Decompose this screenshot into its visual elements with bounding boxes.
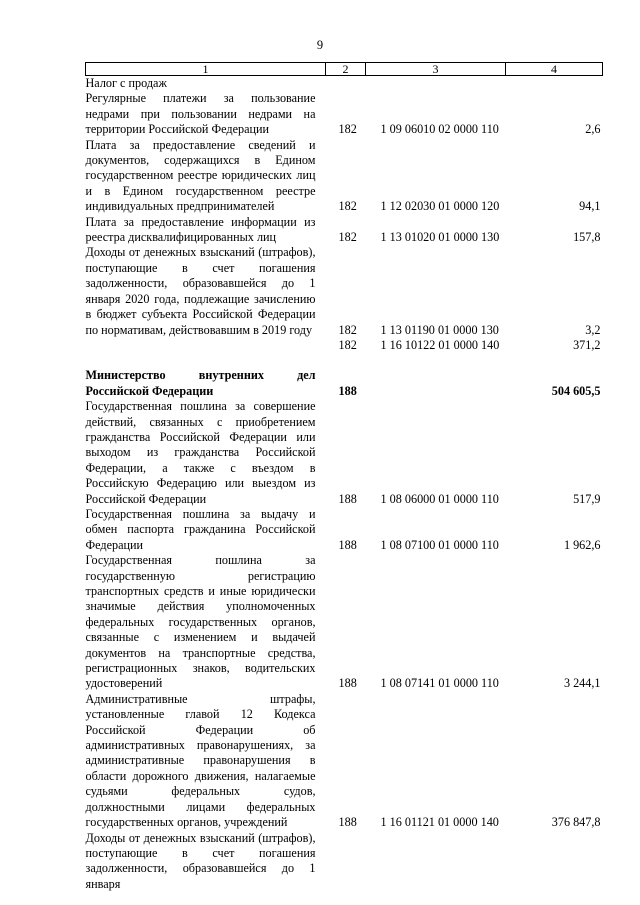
row-amount: 371,2 xyxy=(573,337,601,352)
row-admin-code: 188 xyxy=(338,815,357,830)
row-admin-code: 188 xyxy=(338,383,357,398)
row-name: Государственная пошлина за выдачу и обмен паспорта гражданина Российской Федерации xyxy=(85,506,316,552)
row-admin-code xyxy=(326,831,366,893)
row-admin-code: 188 xyxy=(338,676,357,691)
row-budget-code: 1 08 07100 01 0000 110 xyxy=(380,537,499,552)
row-name: Плата за предоставление сведений и документов, содержащихся в Едином государственном реестре юридических лиц и в Едином государственном реестре индивидуальных предпринимателей xyxy=(85,137,316,214)
row-name: Административные штрафы, установленные главой 12 Кодекса Российской Федерации об административных правонарушениях, за административные правонарушения в области дорожного движения, налагаемые судьями федеральных судов, должностными лицами федеральных государственных органов, учреждений xyxy=(85,691,316,830)
row-amount: 1 962,6 xyxy=(563,537,601,552)
table-row xyxy=(86,399,603,507)
row-budget-code: 1 16 10122 01 0000 140 xyxy=(380,337,500,352)
row-amount: 517,9 xyxy=(573,491,601,506)
row-name: Государственная пошлина за совершение действий, связанных с приобретением гражданства Российской Федерации или выходом из гражданства Российской Федерации, а также с въездом в Российскую Федерацию или выездом из Российской Федерации xyxy=(85,399,316,506)
table-row xyxy=(86,138,603,215)
table-body xyxy=(86,76,603,893)
table-row xyxy=(86,831,603,893)
row-admin-code: 182 xyxy=(338,199,357,214)
column-header-amount: 4 xyxy=(506,63,603,76)
column-header-admin: 2 xyxy=(326,63,366,76)
row-name: Регулярные платежи за пользование недрами при пользовании недрами на территории Российской Федерации xyxy=(85,91,316,137)
row-budget-code xyxy=(366,368,506,399)
table-row xyxy=(86,245,603,337)
table-row xyxy=(86,553,603,692)
row-name xyxy=(86,338,326,353)
row-budget-code xyxy=(366,831,506,893)
row-budget-code: 1 16 01121 01 0000 140 xyxy=(380,815,499,830)
row-budget-code: 1 08 06000 01 0000 110 xyxy=(380,491,499,506)
page-number: 9 xyxy=(316,38,324,52)
row-amount: 3,2 xyxy=(585,322,601,337)
row-budget-code: 1 08 07141 01 0000 110 xyxy=(380,676,499,691)
row-name: Налог с продаж xyxy=(85,76,167,90)
table-row xyxy=(86,692,603,831)
table-row xyxy=(86,76,603,92)
row-amount: 94,1 xyxy=(579,199,601,214)
row-budget-code xyxy=(366,76,506,92)
row-name: Доходы от денежных взысканий (штрафов), поступающие в счет погашения задолженности, образовавшейся до 1 января xyxy=(85,830,316,891)
column-header-code: 3 xyxy=(366,63,506,76)
row-amount xyxy=(506,76,603,92)
table-row xyxy=(86,338,603,353)
table-header xyxy=(86,63,603,76)
row-budget-code: 1 12 02030 01 0000 120 xyxy=(380,199,500,214)
row-name: Министерство внутренних дел Российской Федерации xyxy=(85,368,316,398)
revenue-table xyxy=(85,62,603,892)
row-budget-code: 1 13 01020 01 0000 130 xyxy=(380,230,500,245)
row-admin-code: 182 xyxy=(338,322,357,337)
row-budget-code: 1 13 01190 01 0000 130 xyxy=(380,322,499,337)
row-admin-code: 182 xyxy=(338,337,357,352)
row-name: Государственная пошлина за государственную регистрацию транспортных средств и иные юридически значимые действия уполномоченных федеральных государственных органов, связанные с изменением и выдачей документов на транспортные средства, регистрационных знаков, водительских удостоверений xyxy=(85,553,316,691)
spacer-row xyxy=(86,353,603,368)
header-row xyxy=(86,63,603,76)
row-amount: 376 847,8 xyxy=(551,815,601,830)
table-row-ministry xyxy=(86,368,603,399)
column-header-name: 1 xyxy=(86,63,326,76)
row-admin-code: 188 xyxy=(338,537,357,552)
row-name: Плата за предоставление информации из реестра дисквалифицированных лиц xyxy=(85,214,316,245)
table-row xyxy=(86,215,603,246)
row-amount: 157,8 xyxy=(573,230,601,245)
table-row xyxy=(86,507,603,553)
table-row xyxy=(86,91,603,137)
row-amount: 3 244,1 xyxy=(563,676,601,691)
row-admin-code: 182 xyxy=(338,122,357,137)
row-amount: 2,6 xyxy=(585,122,601,137)
row-admin-code: 188 xyxy=(338,491,357,506)
row-name: Доходы от денежных взысканий (штрафов), поступающие в счет погашения задолженности, образовавшейся до 1 января 2020 года, подлежащие зачислению в бюджет субъекта Российской Федерации по нормативам, действовавшим в 2019 году xyxy=(85,245,316,337)
row-amount xyxy=(506,831,603,893)
row-admin-code: 182 xyxy=(338,230,357,245)
row-admin-code xyxy=(326,76,366,92)
row-amount: 504 605,5 xyxy=(551,383,601,398)
row-budget-code: 1 09 06010 02 0000 110 xyxy=(380,122,499,137)
spacer-cell xyxy=(86,353,603,368)
